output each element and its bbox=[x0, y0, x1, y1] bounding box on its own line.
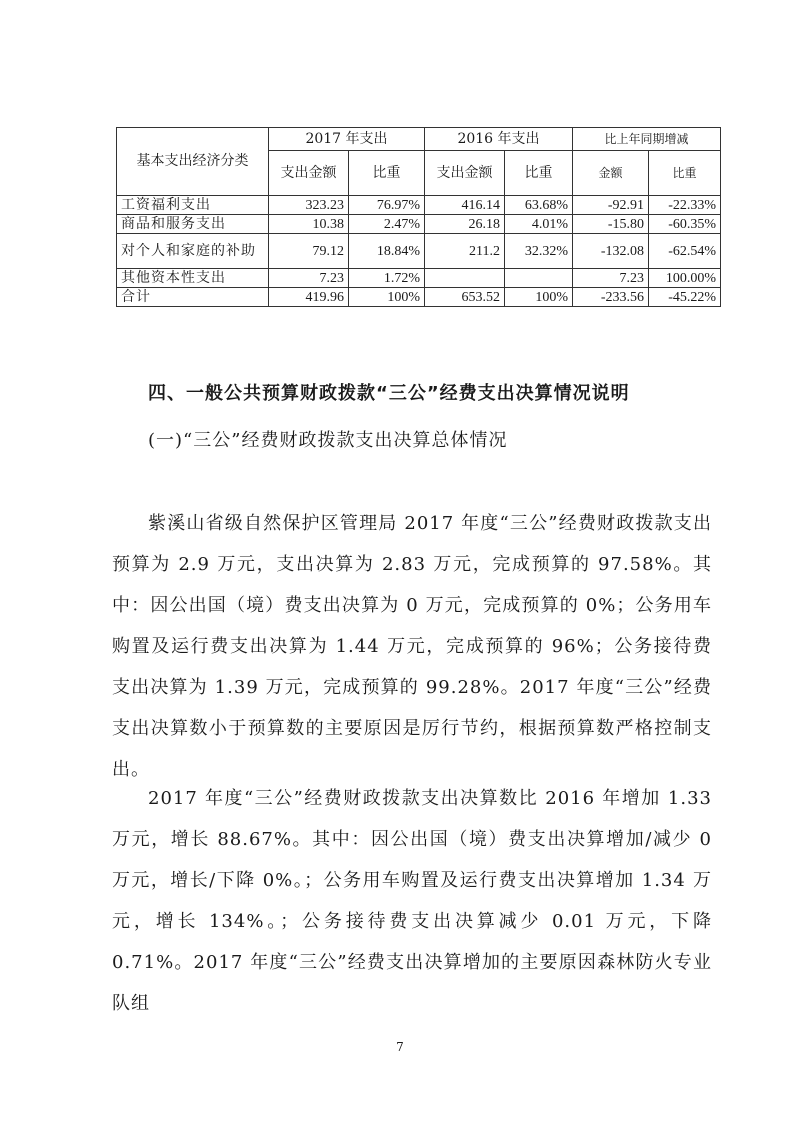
paragraph-budget-summary: 紫溪山省级自然保护区管理局 2017 年度“三公”经费财政拨款支出预算为 2.9 万元，支出决算为 2.83 万元，完成预算的 97.58%。其中：因公出国（境）费支出决算为 0 万元，完成预算的 0%；公务用车购置及运行费支出决算为 1.44 万元，完成预算的 96%；公务接待费支出决算为 1.39 万元，完成预算的 99.28%。2017 年度“三公”经费支出决算数小于预算数的主要原因是厉行节约，根据预算数严格控制支出。 bbox=[112, 513, 712, 780]
table-total-row bbox=[117, 288, 721, 307]
table-cell: -132.08 bbox=[573, 234, 649, 269]
table-cell: 323.23 bbox=[269, 196, 349, 215]
table-row bbox=[117, 196, 721, 215]
table-cell: -60.35% bbox=[649, 215, 721, 234]
table-cell: 100% bbox=[349, 288, 425, 307]
table-row bbox=[117, 234, 721, 269]
table-cell: -62.54% bbox=[649, 234, 721, 269]
table-cell: 7.23 bbox=[573, 269, 649, 288]
section-subheading: (一)“三公”经费财政拨款支出决算总体情况 bbox=[148, 430, 508, 451]
table-header-row bbox=[117, 128, 721, 151]
row-label: 商品和服务支出 bbox=[117, 215, 269, 234]
table-cell: 10.38 bbox=[269, 215, 349, 234]
table-cell: 2.47% bbox=[349, 215, 425, 234]
subheader-cell: 比重 bbox=[505, 151, 573, 196]
subheader-cell: 比重 bbox=[349, 151, 425, 196]
subheader-cell: 支出金额 bbox=[425, 151, 505, 196]
table-cell: 32.32% bbox=[505, 234, 573, 269]
group-header-2017: 2017 年支出 bbox=[269, 128, 425, 151]
table-cell: -15.80 bbox=[573, 215, 649, 234]
table-cell bbox=[505, 269, 573, 288]
table-cell: 1.72% bbox=[349, 269, 425, 288]
table-cell: 100% bbox=[505, 288, 573, 307]
expenditure-table bbox=[116, 127, 721, 307]
table-cell: 100.00% bbox=[649, 269, 721, 288]
row-label: 合计 bbox=[117, 288, 269, 307]
table-cell: 76.97% bbox=[349, 196, 425, 215]
table-row bbox=[117, 269, 721, 288]
table-cell: 4.01% bbox=[505, 215, 573, 234]
table-cell: 7.23 bbox=[269, 269, 349, 288]
row-label: 对个人和家庭的补助 bbox=[117, 234, 269, 269]
table-cell: -92.91 bbox=[573, 196, 649, 215]
table-row bbox=[117, 215, 721, 234]
table-cell: 416.14 bbox=[425, 196, 505, 215]
subheader-cell: 支出金额 bbox=[269, 151, 349, 196]
table-cell: 79.12 bbox=[269, 234, 349, 269]
table-cell: 18.84% bbox=[349, 234, 425, 269]
table-cell bbox=[425, 269, 505, 288]
page-number: 7 bbox=[396, 1040, 404, 1054]
table-cell: 653.52 bbox=[425, 288, 505, 307]
table-cell: 26.18 bbox=[425, 215, 505, 234]
row-header-cell: 基本支出经济分类 bbox=[117, 128, 269, 196]
table-cell: -22.33% bbox=[649, 196, 721, 215]
table-cell: 63.68% bbox=[505, 196, 573, 215]
group-header-2016: 2016 年支出 bbox=[425, 128, 573, 151]
subheader-cell: 比重 bbox=[649, 151, 721, 196]
table-cell: -233.56 bbox=[573, 288, 649, 307]
subheader-cell: 金额 bbox=[573, 151, 649, 196]
row-label: 工资福利支出 bbox=[117, 196, 269, 215]
table-cell: -45.22% bbox=[649, 288, 721, 307]
table-cell: 211.2 bbox=[425, 234, 505, 269]
paragraph-year-comparison: 2017 年度“三公”经费财政拨款支出决算数比 2016 年增加 1.33 万元，增长 88.67%。其中：因公出国（境）费支出决算增加/减少 0 万元，增长/下降 0%。；公务用车购置及运行费支出决算增加 1.34 万元，增长 134%。；公务接待费支出决算减少 0.01 万元，下降 0.71%。2017 年度“三公”经费支出决算增加的主要原因森林防火专业队组 bbox=[112, 788, 712, 1014]
table-cell: 419.96 bbox=[269, 288, 349, 307]
row-label: 其他资本性支出 bbox=[117, 269, 269, 288]
section-heading: 四、一般公共预算财政拨款“三公”经费支出决算情况说明 bbox=[148, 383, 630, 404]
group-header-change: 比上年同期增减 bbox=[573, 128, 721, 151]
